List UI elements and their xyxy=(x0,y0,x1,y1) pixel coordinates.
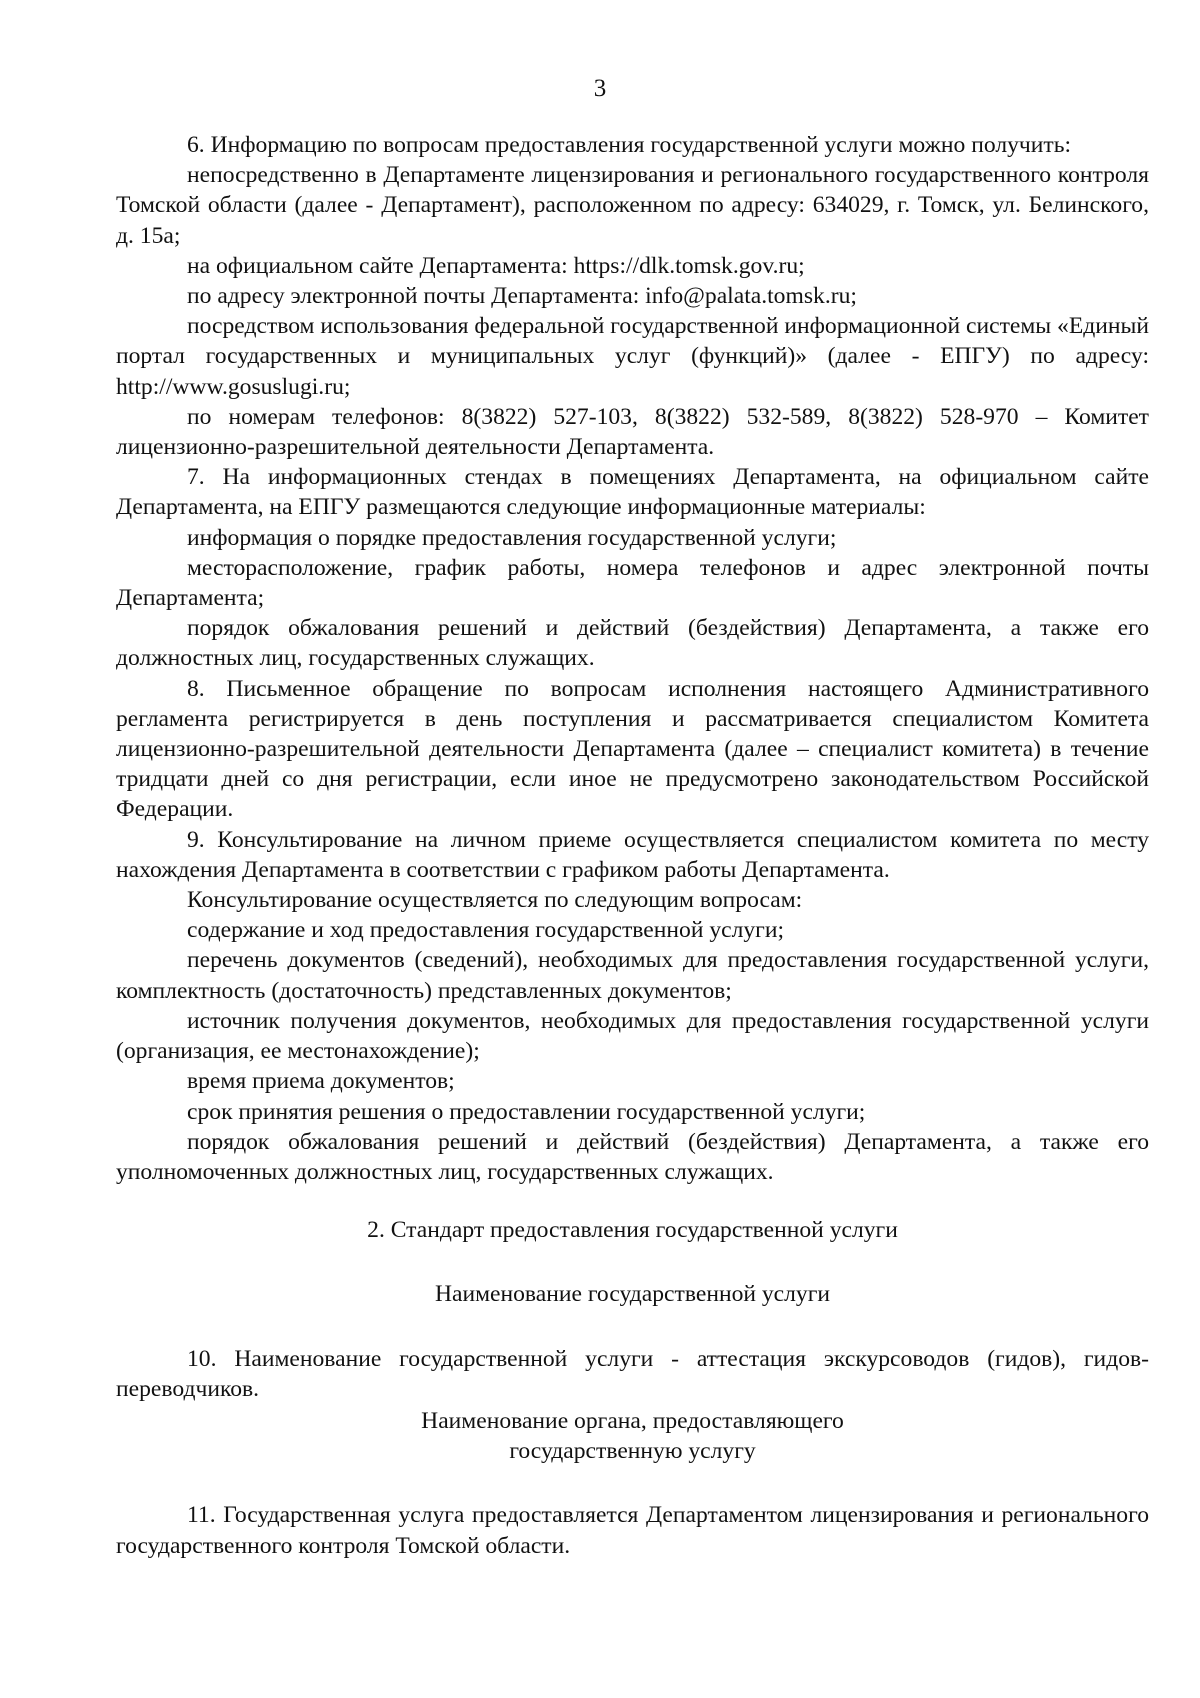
paragraph: Консультирование осуществляется по следующим вопросам: xyxy=(187,887,803,914)
subheading-service-name: Наименование государственной услуги xyxy=(434,1281,831,1308)
subheading-authority-line1: Наименование органа, предоставляющего xyxy=(421,1407,844,1434)
paragraph-10: 10. Наименование государственной услуги - аттестация экскурсоводов (гидов), гидов-переводчиков. xyxy=(116,1345,1149,1402)
paragraph: по номерам телефонов: 8(3822) 527-103, 8(3822) 532-589, 8(3822) 528-970 – Комитет лицензионно-разрешительной деятельности Департамента. xyxy=(116,403,1149,461)
paragraph: информация о порядке предоставления государственной услуги; xyxy=(187,524,837,551)
paragraph: срок принятия решения о предоставлении государственной услуги; xyxy=(187,1098,866,1125)
page-number: 3 xyxy=(593,75,607,102)
paragraph: перечень документов (сведений), необходимых для предоставления государственной услуги, комплектность (достаточность) представленных документов; xyxy=(116,947,1149,1004)
paragraph: 9. Консультирование на личном приеме осуществляется специалистом комитета по месту нахождения Департамента в соответствии с графиком работы Департамента. xyxy=(116,826,1149,883)
paragraph: по адресу электронной почты Департамента: info@palata.tomsk.ru; xyxy=(187,283,857,310)
paragraph: 6. Информацию по вопросам предоставления государственной услуги можно получить: xyxy=(187,132,1072,158)
paragraph: посредством использования федеральной государственной информационной системы «Единый портал государственных и муниципальных услуг (функций)» (далее - ЕПГУ) по адресу: http://www.gosuslugi.ru; xyxy=(116,313,1149,400)
paragraph: порядок обжалования решений и действий (бездействия) Департамента, а также его должностных лиц, государственных служащих. xyxy=(116,615,1149,672)
paragraph: порядок обжалования решений и действий (бездействия) Департамента, а также его уполномоченных должностных лиц, государственных служащих. xyxy=(116,1128,1149,1185)
paragraph: 8. Письменное обращение по вопросам исполнения настоящего Административного регламента регистрируется в день поступления и рассматривается специалистом Комитета лицензионно-разрешительной деятельности Департамента (далее – специалист комитета) в течение тридцати дней со дня регистрации, если иное не предусмотрено законодательством Российской Федерации. xyxy=(116,675,1149,823)
paragraph: 7. На информационных стендах в помещениях Департамента, на официальном сайте Департамента, на ЕПГУ размещаются следующие информационные материалы: xyxy=(116,464,1149,521)
paragraph: на официальном сайте Департамента: https://dlk.tomsk.gov.ru; xyxy=(187,252,805,279)
paragraph-11: 11. Государственная услуга предоставляется Департаментом лицензирования и регионального государственного контроля Томской области. xyxy=(116,1502,1149,1559)
paragraph: источник получения документов, необходимых для предоставления государственной услуги (организация, ее местонахождение); xyxy=(116,1007,1149,1065)
paragraph: время приема документов; xyxy=(187,1068,455,1095)
document-body xyxy=(116,130,1149,1561)
paragraph: содержание и ход предоставления государственной услуги; xyxy=(187,917,785,944)
paragraph: месторасположение, график работы, номера телефонов и адрес электронной почты Департамента; xyxy=(116,554,1149,612)
paragraph: непосредственно в Департаменте лицензирования и регионального государственного контроля Томской области (далее - Департамент), расположенном по адресу: 634029, г. Томск, ул. Белинского, д. 15а; xyxy=(116,162,1149,249)
section-heading: 2. Стандарт предоставления государственной услуги xyxy=(367,1217,898,1244)
subheading-authority-line2: государственную услугу xyxy=(509,1438,756,1465)
